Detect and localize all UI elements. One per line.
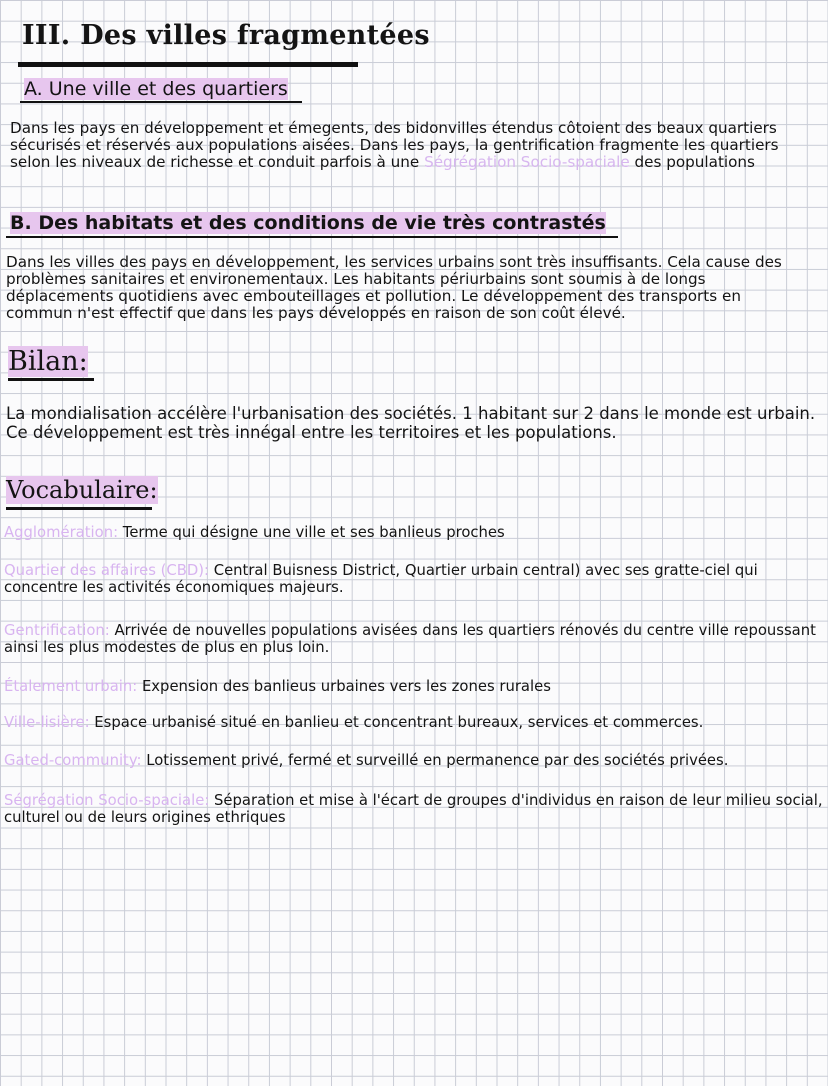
vocabulaire-title — [6, 476, 158, 504]
bilan-underline — [8, 378, 94, 381]
vocab-term: Ville-lisière: — [4, 714, 90, 731]
vocab-definition: Séparation et mise à l'écart de groupes d'individus en raison de leur milieu social, culturel ou de leurs origines ethriques — [4, 792, 823, 826]
vocabulaire-title-text: Vocabulaire: — [6, 476, 158, 504]
vocab-definition: Espace urbanisé situé en banlieu et concentrant bureaux, services et commerces. — [94, 714, 704, 731]
section-b-paragraph: Dans les villes des pays en développement, les services urbains sont très insuffisants. Cela cause des problèmes sanitaires et environementaux. Les habitants périurbains sont soumis à de longs déplacements quotidiens avec embouteillages et pollution. Le développement des transports en commun n'est effectif que dans les pays développés en raison de son coût élevé. — [6, 253, 782, 322]
section-a-underline — [20, 101, 302, 103]
vocab-item — [4, 524, 826, 541]
vocab-item — [4, 562, 826, 596]
section-a-highlight-term: Ségrégation Socio-spaciale — [424, 153, 630, 171]
vocab-item — [4, 792, 826, 826]
bilan-paragraph: La mondialisation accélère l'urbanisation des sociétés. 1 habitant sur 2 dans le monde est urbain. Ce développement est très innégal entre les territoires et les populations. — [6, 404, 816, 442]
vocab-definition: Central Buisness District, Quartier urbain central) avec ses gratte-ciel qui concentre les activités économiques majeurs. — [4, 562, 758, 596]
section-a-text-end: des populations — [634, 153, 755, 171]
vocab-definition: Lotissement privé, fermé et surveillé en permanence par des sociétés privées. — [146, 752, 729, 769]
vocab-term: Étalement urbain: — [4, 678, 138, 695]
vocab-item — [4, 752, 826, 769]
section-a-text: Dans les pays en développement et émegents, des bidonvilles étendus côtoient des beaux quartiers sécurisés et réservés aux populations aisées. Dans les pays, la gentrification fragmente les quartiers selon les niveaux de richesse et conduit parfois à une — [10, 119, 779, 171]
section-b-underline — [6, 236, 618, 238]
title-underline — [18, 62, 358, 67]
vocab-term: Gentrification: — [4, 622, 110, 639]
bilan-title — [8, 346, 88, 377]
vocabulaire-underline — [6, 507, 152, 510]
vocab-definition: Arrivée de nouvelles populations avisées dans les quartiers rénovés du centre ville repoussant ainsi les plus modestes de plus en plus loin. — [4, 622, 816, 656]
vocab-item — [4, 714, 826, 731]
vocab-definition: Expension des banlieus urbaines vers les zones rurales — [141, 678, 551, 695]
vocab-item — [4, 622, 826, 656]
section-b-title — [8, 212, 610, 234]
section-a-title-text: A. Une ville et des quartiers — [24, 78, 288, 100]
bilan-title-text: Bilan: — [8, 346, 88, 377]
section-a-title — [20, 78, 292, 100]
vocab-term: Agglomération: — [4, 524, 119, 541]
vocab-definition: Terme qui désigne une ville et ses banlieus proches — [122, 524, 505, 541]
vocab-term: Quartier des affaires (CBD): — [4, 562, 210, 579]
page-title: III. Des villes fragmentées — [22, 20, 430, 51]
section-a-paragraph — [10, 120, 810, 171]
vocab-term: Ségrégation Socio-spaciale: — [4, 792, 210, 809]
section-b-title-text: B. Des habitats et des conditions de vie très contrastés — [10, 212, 606, 234]
vocab-item — [4, 678, 826, 695]
vocab-term: Gated-community: — [4, 752, 142, 769]
